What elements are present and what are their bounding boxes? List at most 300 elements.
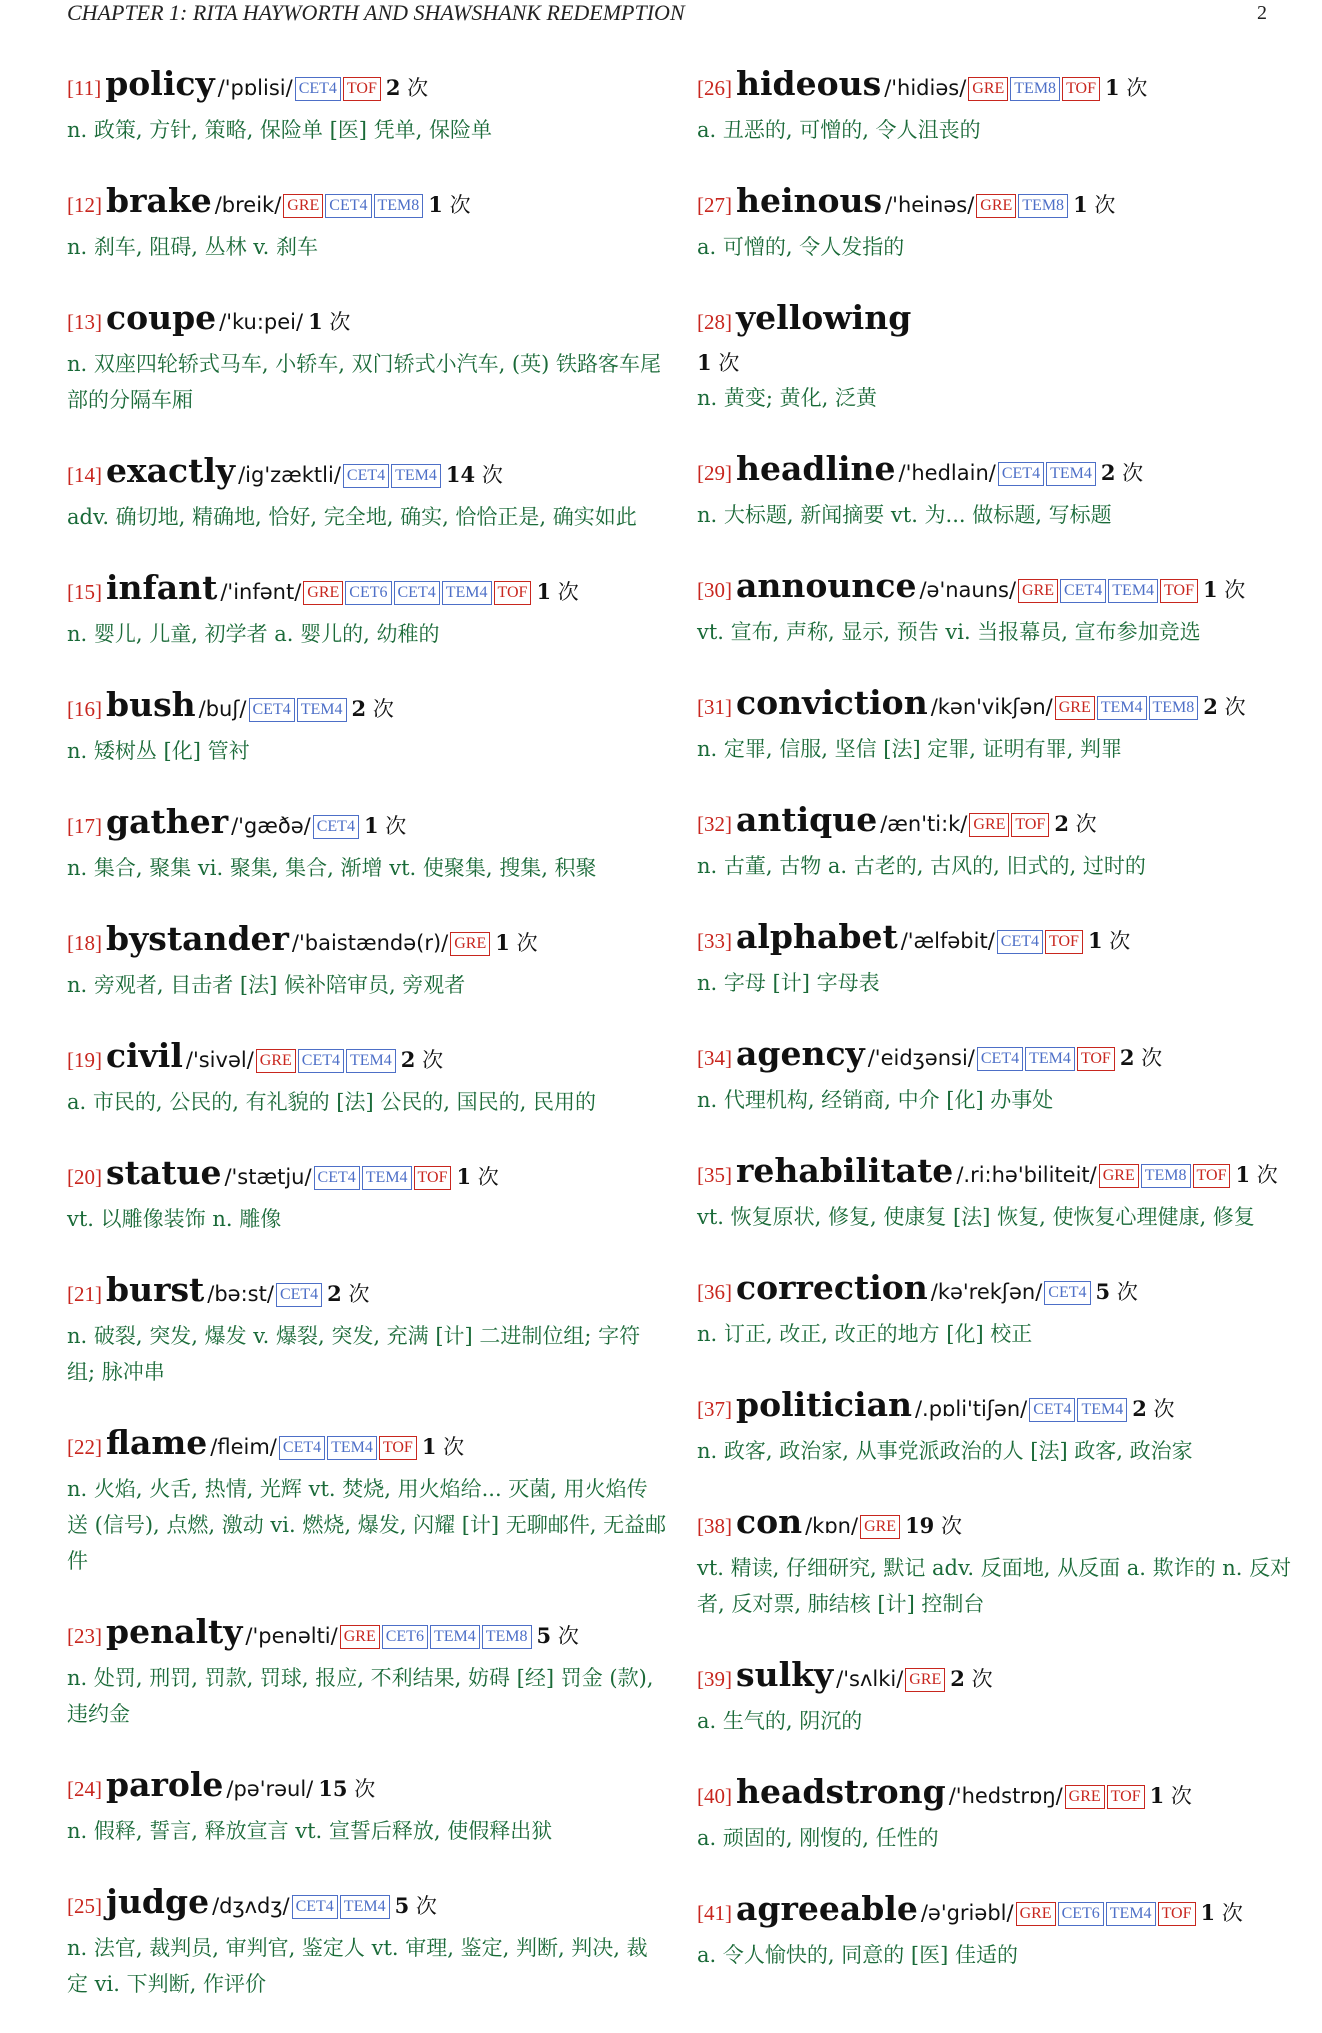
exam-tag: TEM4 — [346, 1049, 396, 1073]
definition: n. 黄变; 黄化, 泛黄 — [697, 386, 877, 410]
occurrence-count — [1120, 1046, 1162, 1070]
entry-headline — [697, 447, 1297, 497]
entry-number: [41] — [697, 1901, 732, 1925]
definition: n. 婴儿, 儿童, 初学者 a. 婴儿的, 幼稚的 — [67, 622, 440, 646]
entry-headline — [697, 1032, 1297, 1082]
count-suffix: 次 — [449, 193, 471, 217]
vocab-entry — [697, 1149, 1297, 1235]
headword: headline — [736, 449, 896, 488]
count-suffix: 次 — [557, 1624, 579, 1648]
headword: flame — [106, 1423, 208, 1462]
entry-headline — [697, 1887, 1297, 1937]
exam-tag: TEM8 — [1018, 194, 1068, 218]
count-value: 1 — [536, 579, 552, 604]
entry-number: [23] — [67, 1624, 102, 1648]
definition: n. 字母 [计] 字母表 — [697, 971, 880, 995]
definition: n. 定罪, 信服, 坚信 [法] 定罪, 证明有罪, 判罪 — [697, 737, 1123, 761]
count-suffix: 次 — [1116, 1280, 1138, 1304]
exam-tag: TOF — [1193, 1164, 1231, 1188]
entry-headline — [67, 1151, 667, 1201]
count-suffix: 次 — [1094, 193, 1116, 217]
headword: conviction — [736, 683, 928, 722]
headword: con — [736, 1502, 803, 1541]
definition: n. 政策, 方针, 策略, 保险单 [医] 凭单, 保险单 — [67, 118, 493, 142]
exam-tag: TEM4 — [297, 698, 347, 722]
entry-number: [22] — [67, 1435, 102, 1459]
vocab-entry — [67, 1880, 667, 2002]
occurrence-count — [456, 1165, 498, 1189]
entry-number: [32] — [697, 812, 732, 836]
vocab-entry — [67, 1268, 667, 1390]
count-value: 14 — [445, 462, 476, 487]
entry-number: [26] — [697, 76, 732, 100]
phonetic: /breik/ — [214, 193, 282, 217]
exam-tag: CET4 — [276, 1283, 322, 1307]
count-value: 1 — [1105, 75, 1120, 100]
vocab-entry — [697, 447, 1297, 533]
headword: statue — [106, 1153, 222, 1192]
entry-headline — [67, 1880, 667, 1930]
entry-number: [14] — [67, 463, 102, 487]
count-value: 1 — [697, 350, 712, 375]
count-value: 2 — [1100, 460, 1116, 485]
count-value: 5 — [394, 1893, 410, 1918]
exam-tag: TOF — [494, 581, 532, 605]
vocab-entry — [697, 1887, 1297, 1973]
occurrence-count — [401, 1048, 443, 1072]
headword: brake — [106, 181, 212, 220]
definition: n. 订正, 改正, 改正的地方 [化] 校正 — [697, 1322, 1033, 1346]
occurrence-count — [364, 814, 406, 838]
phonetic: /'pɒlisi/ — [217, 76, 293, 100]
entry-number: [25] — [67, 1894, 102, 1918]
entry-headline — [697, 1770, 1297, 1820]
exam-tag: TEM4 — [1025, 1047, 1075, 1071]
occurrence-count — [1203, 578, 1245, 602]
count-suffix: 次 — [348, 1282, 370, 1306]
exam-tag: TOF — [343, 77, 381, 101]
entry-number: [39] — [697, 1667, 732, 1691]
occurrence-count — [1105, 76, 1147, 100]
headword: antique — [736, 800, 878, 839]
count-suffix: 次 — [1224, 695, 1246, 719]
entry-headline — [67, 296, 667, 346]
occurrence-count — [386, 76, 428, 100]
occurrence-count — [395, 1894, 437, 1918]
headword: gather — [106, 802, 229, 841]
page-header — [67, 0, 1267, 32]
exam-tag: GRE — [283, 194, 323, 218]
count-suffix: 次 — [1224, 578, 1246, 602]
phonetic: /buʃ/ — [198, 697, 247, 721]
phonetic: /pə'rəul/ — [226, 1777, 314, 1801]
exam-tag: GRE — [256, 1049, 296, 1073]
phonetic: /'eidʒənsi/ — [867, 1046, 975, 1070]
occurrence-count — [1088, 929, 1130, 953]
exam-tag: GRE — [1016, 1902, 1056, 1926]
exam-tag: TEM8 — [482, 1625, 532, 1649]
exam-tag: TOF — [414, 1166, 452, 1190]
definition: n. 旁观者, 目击者 [法] 候补陪审员, 旁观者 — [67, 973, 466, 997]
vocab-entry — [697, 798, 1297, 884]
definition: n. 火焰, 火舌, 热情, 光辉 vt. 焚烧, 用火焰给... 灭菌, 用火焰传送 (信号), 点燃, 激动 vi. 燃烧, 爆发, 闪耀 [计] 无聊邮件, 无益邮件 — [67, 1477, 667, 1573]
headword: sulky — [736, 1655, 834, 1694]
vocab-entry — [67, 1034, 667, 1120]
exam-tag: GRE — [968, 77, 1008, 101]
entry-headline — [67, 1763, 667, 1813]
exam-tag: TOF — [1158, 1902, 1196, 1926]
headword: agency — [736, 1034, 865, 1073]
phonetic: /kɒn/ — [805, 1514, 859, 1538]
occurrence-count — [1201, 1901, 1243, 1925]
definition: n. 矮树丛 [化] 管衬 — [67, 739, 250, 763]
definition: adv. 确切地, 精确地, 恰好, 完全地, 确实, 恰恰正是, 确实如此 — [67, 505, 637, 529]
entry-headline — [67, 1421, 667, 1471]
exam-tag: GRE — [976, 194, 1016, 218]
definition: a. 可憎的, 令人发指的 — [697, 235, 905, 259]
exam-tag: CET6 — [345, 581, 391, 605]
count-suffix: 次 — [422, 1048, 444, 1072]
entry-headline — [67, 1610, 667, 1660]
occurrence-count — [446, 463, 503, 487]
phonetic: /'hedstrɒŋ/ — [948, 1784, 1063, 1808]
definition: n. 破裂, 突发, 爆发 v. 爆裂, 突发, 充满 [计] 二进制位组; 字符组; 脉冲串 — [67, 1324, 641, 1384]
phonetic: /'sʌlki/ — [836, 1667, 904, 1691]
exam-tag: GRE — [905, 1668, 945, 1692]
entry-number: [21] — [67, 1282, 102, 1306]
entry-number: [34] — [697, 1046, 732, 1070]
headword: heinous — [736, 181, 883, 220]
entry-headline — [697, 179, 1297, 229]
phonetic: /'penəlti/ — [245, 1624, 338, 1648]
entry-number: [28] — [697, 310, 732, 334]
entry-headline — [697, 1500, 1297, 1550]
phonetic: /ə'griəbl/ — [920, 1901, 1014, 1925]
exam-tag: TOF — [1107, 1785, 1145, 1809]
entry-headline — [697, 798, 1297, 848]
entry-headline — [67, 566, 667, 616]
entry-number: [33] — [697, 929, 732, 953]
entry-headline — [67, 917, 667, 967]
exam-tag: CET4 — [1029, 1398, 1075, 1422]
count-suffix: 次 — [1153, 1397, 1175, 1421]
phonetic: /dʒʌdʒ/ — [212, 1894, 290, 1918]
count-suffix: 次 — [354, 1777, 376, 1801]
entry-number: [17] — [67, 814, 102, 838]
definition: vt. 恢复原状, 修复, 使康复 [法] 恢复, 使恢复心理健康, 修复 — [697, 1205, 1255, 1229]
count-suffix: 次 — [372, 697, 394, 721]
vocab-entry — [67, 449, 667, 535]
entry-headline — [697, 1266, 1297, 1316]
entry-number: [13] — [67, 310, 102, 334]
vocab-entry — [67, 1421, 667, 1579]
headword: correction — [736, 1268, 928, 1307]
count-value: 1 — [456, 1164, 472, 1189]
entry-headline — [67, 62, 667, 112]
definition: n. 法官, 裁判员, 审判官, 鉴定人 vt. 审理, 鉴定, 判断, 判决, 裁定 vi. 下判断, 作评价 — [67, 1936, 648, 1996]
count-suffix: 次 — [971, 1667, 993, 1691]
right-column — [697, 62, 1297, 2004]
count-value: 2 — [1054, 811, 1069, 836]
definition: a. 丑恶的, 可憎的, 令人沮丧的 — [697, 118, 981, 142]
exam-tag: GRE — [1099, 1164, 1139, 1188]
occurrence-count — [1073, 193, 1115, 217]
exam-tag: CET4 — [977, 1047, 1023, 1071]
vocab-entry — [697, 1383, 1297, 1469]
occurrence-count — [697, 346, 1297, 380]
exam-tag: CET4 — [295, 77, 341, 101]
phonetic: /'baistændə(r)/ — [291, 931, 449, 955]
exam-tag: CET6 — [382, 1625, 428, 1649]
exam-tag: GRE — [1065, 1785, 1105, 1809]
definition: n. 大标题, 新闻摘要 vt. 为... 做标题, 写标题 — [697, 503, 1112, 527]
definition: n. 假释, 誓言, 释放宣言 vt. 宣誓后释放, 使假释出狱 — [67, 1819, 553, 1843]
vocab-entry — [697, 1770, 1297, 1856]
exam-tag: TOF — [1062, 77, 1100, 101]
exam-tag: TEM4 — [1108, 579, 1158, 603]
entry-headline — [67, 1268, 667, 1318]
vocab-entry — [697, 62, 1297, 148]
entry-headline — [67, 800, 667, 850]
count-value: 15 — [318, 1776, 348, 1801]
count-suffix: 次 — [718, 351, 740, 375]
occurrence-count — [327, 1282, 369, 1306]
entry-number: [36] — [697, 1280, 732, 1304]
chapter-title: CHAPTER 1: RITA HAYWORTH AND SHAWSHANK REDEMPTION — [67, 0, 685, 25]
occurrence-count — [1132, 1397, 1174, 1421]
phonetic: /'hedlain/ — [898, 461, 996, 485]
entry-headline — [67, 1034, 667, 1084]
exam-tag: CET4 — [279, 1436, 325, 1460]
vocab-entry — [67, 1610, 667, 1732]
vocab-entry — [67, 62, 667, 148]
count-value: 1 — [1149, 1783, 1165, 1808]
phonetic: /'stætju/ — [224, 1165, 312, 1189]
count-value: 2 — [351, 696, 367, 721]
count-value: 2 — [1119, 1045, 1135, 1070]
entry-headline — [67, 179, 667, 229]
occurrence-count — [308, 310, 350, 334]
entry-number: [27] — [697, 193, 732, 217]
phonetic: /'gæðə/ — [231, 814, 311, 838]
vocab-entry — [697, 1500, 1297, 1622]
definition: a. 生气的, 阴沉的 — [697, 1709, 863, 1733]
vocab-entry — [67, 179, 667, 265]
headword: politician — [736, 1385, 912, 1424]
entry-number: [38] — [697, 1514, 732, 1538]
occurrence-count — [905, 1514, 962, 1538]
phonetic: /'sivəl/ — [185, 1048, 254, 1072]
entry-headline — [697, 1149, 1297, 1199]
entry-headline — [697, 62, 1297, 112]
headword: coupe — [106, 298, 217, 337]
count-suffix: 次 — [1256, 1163, 1278, 1187]
headword: exactly — [106, 451, 236, 490]
entry-number: [24] — [67, 1777, 102, 1801]
count-value: 1 — [428, 192, 443, 217]
count-value: 1 — [1202, 577, 1218, 602]
count-suffix: 次 — [1126, 76, 1148, 100]
count-value: 1 — [363, 813, 379, 838]
vocab-entry — [67, 800, 667, 886]
definition: n. 刹车, 阻碍, 丛林 v. 刹车 — [67, 235, 318, 259]
count-suffix: 次 — [1109, 929, 1131, 953]
definition: a. 令人愉快的, 同意的 [医] 佳适的 — [697, 1943, 1018, 1967]
exam-tag: CET4 — [998, 462, 1044, 486]
headword: infant — [106, 568, 218, 607]
occurrence-count — [537, 1624, 579, 1648]
count-value: 5 — [1095, 1279, 1111, 1304]
entry-headline — [697, 681, 1297, 731]
count-suffix: 次 — [477, 1165, 499, 1189]
entry-number: [18] — [67, 931, 102, 955]
count-suffix: 次 — [385, 814, 407, 838]
headword: policy — [105, 64, 215, 103]
occurrence-count — [950, 1667, 992, 1691]
headword: bystander — [106, 919, 289, 958]
count-suffix: 次 — [443, 1435, 465, 1459]
phonetic: /'infənt/ — [220, 580, 302, 604]
definition: n. 集合, 聚集 vi. 聚集, 集合, 渐增 vt. 使聚集, 搜集, 积聚 — [67, 856, 597, 880]
exam-tag: TOF — [1160, 579, 1198, 603]
exam-tag: TEM4 — [340, 1895, 390, 1919]
exam-tag: CET4 — [394, 581, 440, 605]
phonetic: /.pɒli'tiʃən/ — [914, 1397, 1028, 1421]
count-value: 2 — [385, 75, 401, 100]
occurrence-count — [352, 697, 394, 721]
count-value: 2 — [327, 1281, 342, 1306]
phonetic: /kən'vikʃən/ — [930, 695, 1053, 719]
count-suffix: 次 — [1221, 1901, 1243, 1925]
headword: bush — [106, 685, 196, 724]
entry-headline — [697, 915, 1297, 965]
exam-tag: CET4 — [292, 1895, 338, 1919]
definition: n. 古董, 古物 a. 古老的, 古风的, 旧式的, 过时的 — [697, 854, 1146, 878]
definition: a. 顽固的, 刚愎的, 任性的 — [697, 1826, 939, 1850]
page-number: 2 — [1257, 2, 1267, 24]
exam-tag: TEM4 — [1106, 1902, 1156, 1926]
definition: vt. 宣布, 声称, 显示, 预告 vi. 当报幕员, 宣布参加竞选 — [697, 620, 1201, 644]
definition: vt. 以雕像装饰 n. 雕像 — [67, 1207, 282, 1231]
exam-tag: TEM8 — [1149, 696, 1199, 720]
headword: rehabilitate — [736, 1151, 954, 1190]
phonetic: /kə'rekʃən/ — [930, 1280, 1043, 1304]
exam-tag: TOF — [379, 1436, 417, 1460]
exam-tag: CET4 — [997, 930, 1043, 954]
vocab-entry — [67, 917, 667, 1003]
entry-number: [40] — [697, 1784, 732, 1808]
exam-tag: GRE — [303, 581, 343, 605]
exam-tag: TEM4 — [362, 1166, 412, 1190]
occurrence-count — [1054, 812, 1096, 836]
exam-tag: GRE — [340, 1625, 380, 1649]
definition: a. 市民的, 公民的, 有礼貌的 [法] 公民的, 国民的, 民用的 — [67, 1090, 597, 1114]
headword: judge — [106, 1882, 210, 1921]
phonetic: /æn'ti:k/ — [880, 812, 968, 836]
phonetic: /'ku:pei/ — [219, 310, 304, 334]
vocab-entry — [697, 915, 1297, 1001]
phonetic: /'hidiəs/ — [884, 76, 967, 100]
count-value: 1 — [1073, 192, 1088, 217]
count-value: 2 — [950, 1666, 965, 1691]
count-value: 1 — [308, 309, 323, 334]
entry-number: [19] — [67, 1048, 102, 1072]
exam-tag: CET4 — [325, 194, 371, 218]
definition: n. 处罚, 刑罚, 罚款, 罚球, 报应, 不利结果, 妨碍 [经] 罚金 (款), 违约金 — [67, 1666, 654, 1726]
count-suffix: 次 — [407, 76, 429, 100]
exam-tag: CET4 — [249, 698, 295, 722]
exam-tag: CET4 — [1044, 1281, 1090, 1305]
entry-number: [35] — [697, 1163, 732, 1187]
count-value: 1 — [421, 1434, 437, 1459]
count-value: 1 — [1087, 928, 1103, 953]
headword: parole — [106, 1765, 224, 1804]
count-suffix: 次 — [1122, 461, 1144, 485]
headword: yellowing — [736, 298, 912, 337]
left-column — [67, 62, 667, 2033]
count-value: 2 — [1132, 1396, 1147, 1421]
occurrence-count — [495, 931, 537, 955]
definition: n. 代理机构, 经销商, 中介 [化] 办事处 — [697, 1088, 1054, 1112]
vocab-entry — [697, 1653, 1297, 1739]
entry-number: [29] — [697, 461, 732, 485]
count-suffix: 次 — [516, 931, 538, 955]
exam-tag: GRE — [1018, 579, 1058, 603]
count-suffix: 次 — [1170, 1784, 1192, 1808]
entry-number: [11] — [67, 76, 102, 100]
headword: hideous — [736, 64, 882, 103]
entry-headline — [697, 1653, 1297, 1703]
phonetic: /ə'nauns/ — [919, 578, 1017, 602]
occurrence-count — [1203, 695, 1245, 719]
count-value: 1 — [1235, 1162, 1251, 1187]
headword: burst — [106, 1270, 205, 1309]
exam-tag: TOF — [1077, 1047, 1115, 1071]
exam-tag: TEM8 — [1010, 77, 1060, 101]
phonetic: /fleim/ — [210, 1435, 277, 1459]
exam-tag: CET4 — [314, 1166, 360, 1190]
phonetic: /ig'zæktli/ — [238, 463, 341, 487]
exam-tag: TEM4 — [1097, 696, 1147, 720]
occurrence-count — [1235, 1163, 1277, 1187]
entry-headline — [67, 449, 667, 499]
vocab-entry — [697, 1032, 1297, 1118]
vocab-entry — [67, 566, 667, 652]
exam-tag: TEM8 — [374, 194, 424, 218]
phonetic: /'heinəs/ — [885, 193, 975, 217]
occurrence-count — [1150, 1784, 1192, 1808]
occurrence-count — [1101, 461, 1143, 485]
count-suffix: 次 — [329, 310, 351, 334]
entry-number: [16] — [67, 697, 102, 721]
count-suffix: 次 — [1141, 1046, 1163, 1070]
exam-tag: CET4 — [298, 1049, 344, 1073]
count-suffix: 次 — [1075, 812, 1097, 836]
count-suffix: 次 — [940, 1514, 962, 1538]
vocab-entry — [697, 1266, 1297, 1352]
headword: civil — [106, 1036, 183, 1075]
vocab-entry — [697, 296, 1297, 416]
exam-tag: GRE — [969, 813, 1009, 837]
count-value: 19 — [905, 1513, 935, 1538]
entry-number: [31] — [697, 695, 732, 719]
phonetic: /.ri:hə'biliteit/ — [956, 1163, 1097, 1187]
exam-tag: TEM4 — [1077, 1398, 1127, 1422]
exam-tag: TEM4 — [327, 1436, 377, 1460]
occurrence-count — [318, 1777, 375, 1801]
exam-tag: TEM4 — [1046, 462, 1096, 486]
headword: penalty — [106, 1612, 243, 1651]
